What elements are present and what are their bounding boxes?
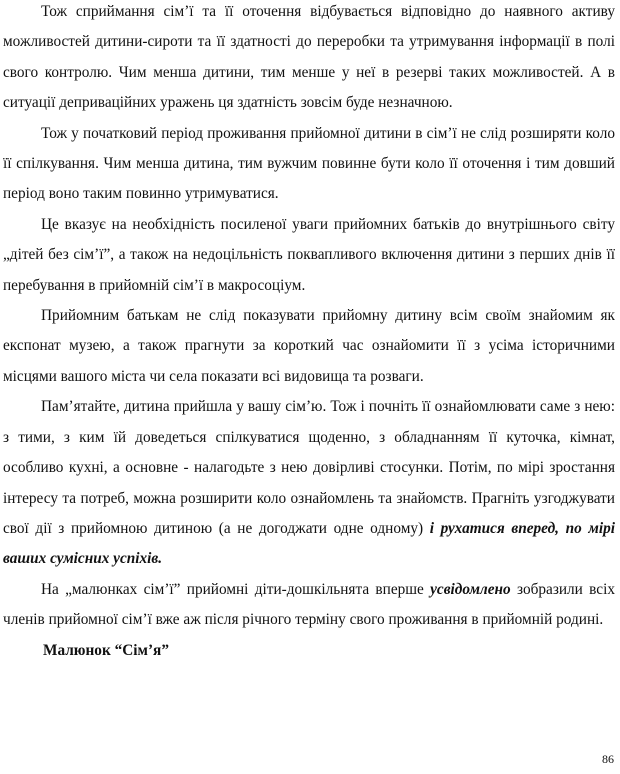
paragraph-4 [3, 301, 615, 392]
figure-caption: Малюнок “Сім’я” [43, 641, 169, 659]
paragraph-5 [3, 392, 615, 574]
paragraph-5-text: Пам’ятайте, дитина прийшла у вашу сім’ю. Тож і почніть її ознайомлювати саме з нею: з тими, з ким їй доведеться спілкуватися щоденно, з обладнанням її куточка, кімнат, особливо кухні, а основне - налагодьте з нею довірливі стосунки. Потім, по мірі зростання інтересу та потреб, можна розширити коло ознайомлень та знайомств. Прагніть узгоджувати свої дії з прийомною дитиною (а не догоджати одне одному) [3, 398, 615, 537]
paragraph-3 [3, 210, 615, 301]
paragraph-3-text: Це вказує на необхідність посиленої уваги прийомних батьків до внутрішнього світу „дітей без сім’ї”, а також на недоцільність поквапливого включення дитини з перших днів її перебування в прийомній сім’ї в макросоціум. [3, 215, 615, 294]
body-text [3, 0, 615, 666]
paragraph-6-text-after: зобразили всіх членів прийомної сім’ї вже аж після річного терміну свого проживання в прийомній родині. [3, 580, 615, 629]
paragraph-4-text: Прийомним батькам не слід показувати прийомну дитину всім своїм знайомим як експонат музею, а також прагнути за короткий час ознайомити її з усіма історичними місцями вашого міста чи села показати всі видовища та розваги. [3, 307, 615, 385]
paragraph-6-emphasis: усвідомлено [430, 580, 511, 598]
paragraph-5-emphasis: і рухатися вперед, по мірі ваших сумісних успіхів. [3, 519, 615, 568]
paragraph-6-text: На „малюнках сім’ї” прийомні діти-дошкільнята вперше [41, 580, 431, 598]
paragraph-6 [3, 575, 615, 636]
page-number: 86 [602, 752, 614, 766]
paragraph-1 [3, 0, 615, 119]
paragraph-2-text: Тож у початковий період проживання прийомної дитини в сім’ї не слід розширяти коло її спілкування. Чим менша дитина, тим вужчим повинне бути коло її оточення і тим довший період воно таким повинно утримуватися. [3, 124, 615, 203]
paragraph-2 [3, 119, 615, 210]
paragraph-1-text: Тож сприймання сім’ї та її оточення відбувається відповідно до наявного активу можливостей дитини-сироти та її здатності до переробки та утримування інформації в полі свого контролю. Чим менша дитини, тим менше у неї в резерві таких можливостей. А в ситуації деприваційних уражень ця здатність зовсім буде незначною. [3, 3, 615, 112]
